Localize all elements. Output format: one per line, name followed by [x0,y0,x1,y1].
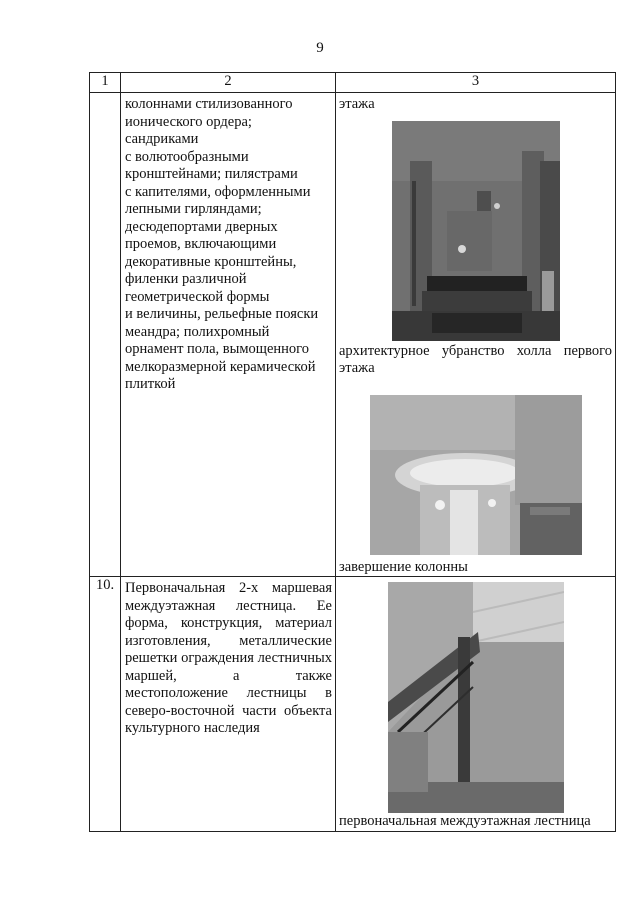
row-description [121,93,335,394]
photo-caption: завершение колонны [339,558,468,575]
description-line: филенки различной [125,271,247,287]
description-line: мелкоразмерной керамической [125,358,316,375]
description-line: с волютообразными [125,148,249,165]
description-line: кронштейнами; пилястрами [125,166,298,182]
staircase-photo [388,582,564,813]
row-photos-cell [336,577,616,832]
photo-caption: первоначальная междуэтажная лестница [339,813,591,829]
heritage-table [89,72,616,832]
row-description-cell [121,93,336,577]
header-col-2: 2 [121,73,336,93]
row-description: Первоначальная 2-х маршевая междуэтажная лестница. Ее форма, конструкция, материал изготовления, металлические решетки ограждения лестничных маршей, а также местоположение лестницы в северо-восточной части объекта культурного наследия [125,580,332,736]
description-line: с капителями, оформленными [125,183,311,200]
description-line: десюдепортами дверных [125,218,278,235]
description-line: декоративные кронштейны, [125,253,297,270]
description-line: геометрической формы [125,288,270,305]
row-photos-cell [336,93,616,577]
description-line: меандра; полихромный [125,323,270,340]
table-header-row [90,73,616,93]
photo-caption-continuation: этажа [339,96,375,112]
row-description-cell [121,577,336,832]
table-row [90,93,616,577]
header-col-3: 3 [336,73,616,93]
description-line: колоннами стилизованного [125,96,293,112]
description-line: проемов, включающими [125,236,277,252]
table-row [90,577,616,832]
header-col-1: 1 [90,73,121,93]
description-line: сандриками [125,131,199,147]
photo-caption: архитектурное убранство холла первого этажа [339,342,612,376]
description-line: лепными гирляндами; [125,201,262,217]
description-line: и величины, рельефные пояски [125,306,319,322]
description-line: ионического ордера; [125,113,252,130]
row-number [90,93,121,577]
row-number: 10. [90,577,121,832]
description-line: орнамент пола, вымощенного [125,341,309,357]
description-line: плиткой [125,376,176,392]
column-capital-photo [370,395,582,555]
hall-photo [392,121,560,341]
page-number: 9 [316,40,324,56]
